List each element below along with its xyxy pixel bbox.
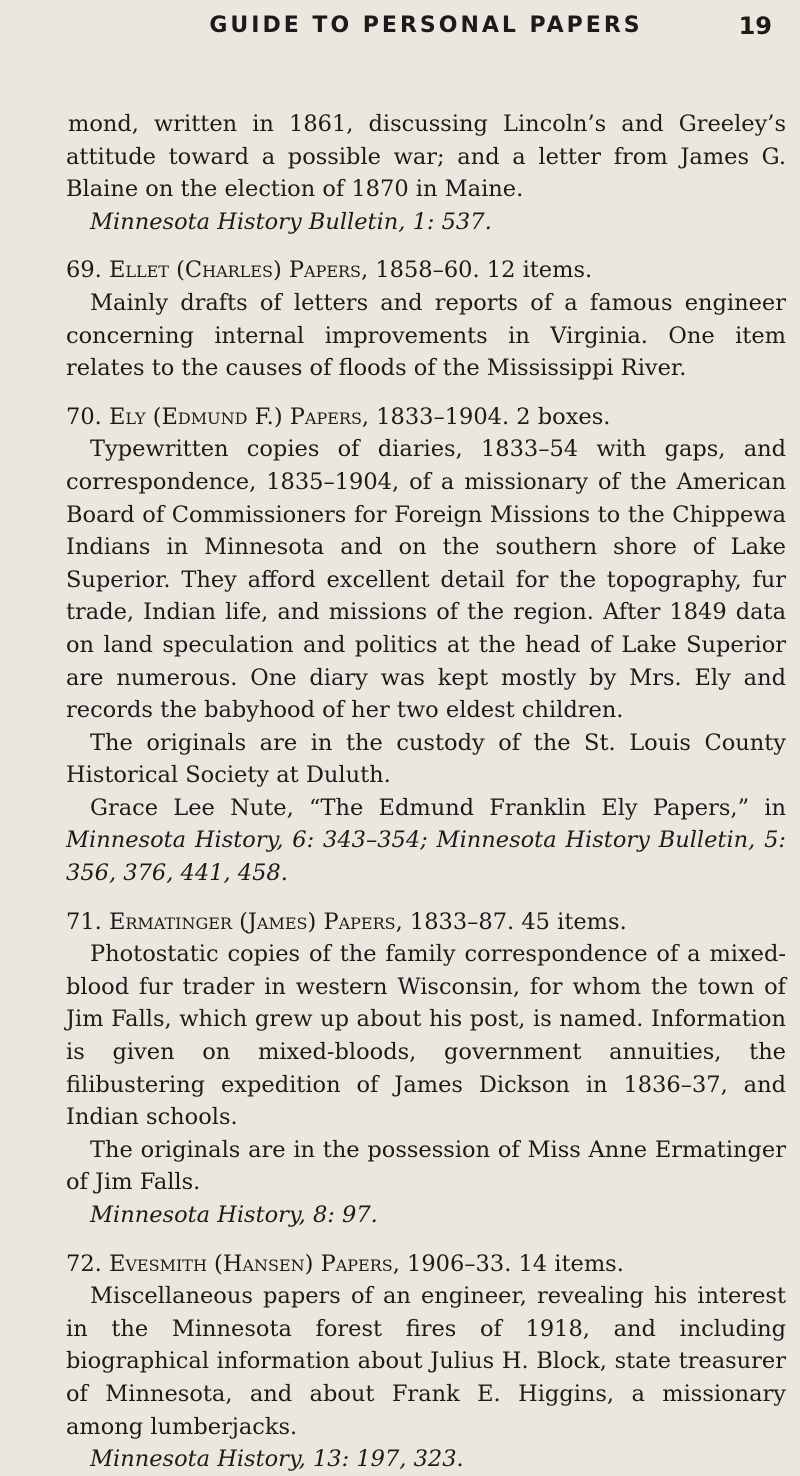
entry-paragraph: The originals are in the custody of the St. Louis County Historical Society at Duluth. — [66, 729, 786, 789]
entry-paragraph: Mainly drafts of letters and reports of a famous engineer concerning internal improvements in Virginia. One item relates to the causes of floods of the Mississippi River. — [66, 289, 786, 382]
running-title: GUIDE TO PERSONAL PAPERS — [209, 13, 643, 38]
continuation-citation: Minnesota History Bulletin, 1: 537. — [90, 208, 492, 235]
entry-number: 70. — [66, 403, 102, 430]
continuation-paragraph: mond, written in 1861, discussing Lincoln’s and Greeley’s attitude toward a possible war; and a letter from James G. Blaine on the election of 1870 in Maine. — [66, 111, 786, 203]
citation-italic: Minnesota History, 6: 343–354; Minnesota History Bulletin, 5: 356, 376, 441, 458. — [66, 827, 786, 887]
running-header — [66, 0, 786, 52]
entry-citation: Minnesota History, 8: 97. — [90, 1202, 378, 1228]
page-number: 19 — [738, 12, 772, 40]
entry-71 — [66, 906, 786, 1232]
entry-paragraph: Miscellaneous papers of an engineer, revealing his interest in the Minnesota forest fires of 1918, and including biographical information about Julius H. Block, state treasurer of Minnesota, and about Frank E. Higgins, a missionary among lumberjacks. — [66, 1283, 786, 1440]
entry-citation: Minnesota History, 13: 197, 323. — [90, 1446, 464, 1473]
entry-number: 72. — [66, 1250, 102, 1277]
entry-heading — [66, 401, 786, 434]
entry-details: 1906–33. 14 items. — [407, 1250, 624, 1277]
entry-name: Evesmith (Hansen) Papers, — [108, 1250, 400, 1277]
entry-name: Ermatinger (James) Papers, — [108, 908, 403, 935]
page-body — [66, 108, 786, 1476]
entry-70 — [66, 401, 786, 890]
entry-heading — [66, 254, 786, 287]
entry-details: 1833–1904. 2 boxes. — [376, 403, 611, 430]
entry-paragraph: Photostatic copies of the family correspondence of a mixed-blood fur trader in western Wisconsin, for whom the town of Jim Falls, which grew up about his post, is named. Information is given on mixed-bloods, government annuities, the filibustering expedition of James Dickson in 1836–37, and Indian schools. — [66, 941, 786, 1131]
entry-heading — [66, 906, 786, 939]
entry-paragraph: The originals are in the possession of Miss Anne Ermatinger of Jim Falls. — [66, 1136, 786, 1196]
entry-number: 71. — [66, 908, 102, 935]
entry-69 — [66, 254, 786, 384]
entry-details: 1858–60. 12 items. — [375, 257, 593, 284]
entry-number: 69. — [66, 257, 102, 284]
entry-citation — [66, 792, 786, 890]
citation-prefix: Grace Lee Nute, “The Edmund Franklin Ely Papers,” in — [90, 794, 786, 821]
entry-72 — [66, 1248, 786, 1476]
entry-heading — [66, 1248, 786, 1281]
entry-name: Ellet (Charles) Papers, — [108, 257, 369, 284]
entry-details: 1833–87. 45 items. — [409, 908, 627, 935]
entry-name: Ely (Edmund F.) Papers, — [108, 403, 370, 430]
entry-paragraph: Typewritten copies of diaries, 1833–54 with gaps, and correspondence, 1835–1904, of a missionary of the American Board of Commissioners for Foreign Missions to the Chippewa Indians in Minnesota and on the southern shore of Lake Superior. They afford excellent detail for the topography, fur trade, Indian life, and missions of the region. After 1849 data on land speculation and politics at the head of Lake Superior are numerous. One diary was kept mostly by Mrs. Ely and records the babyhood of her two eldest children. — [66, 436, 786, 724]
